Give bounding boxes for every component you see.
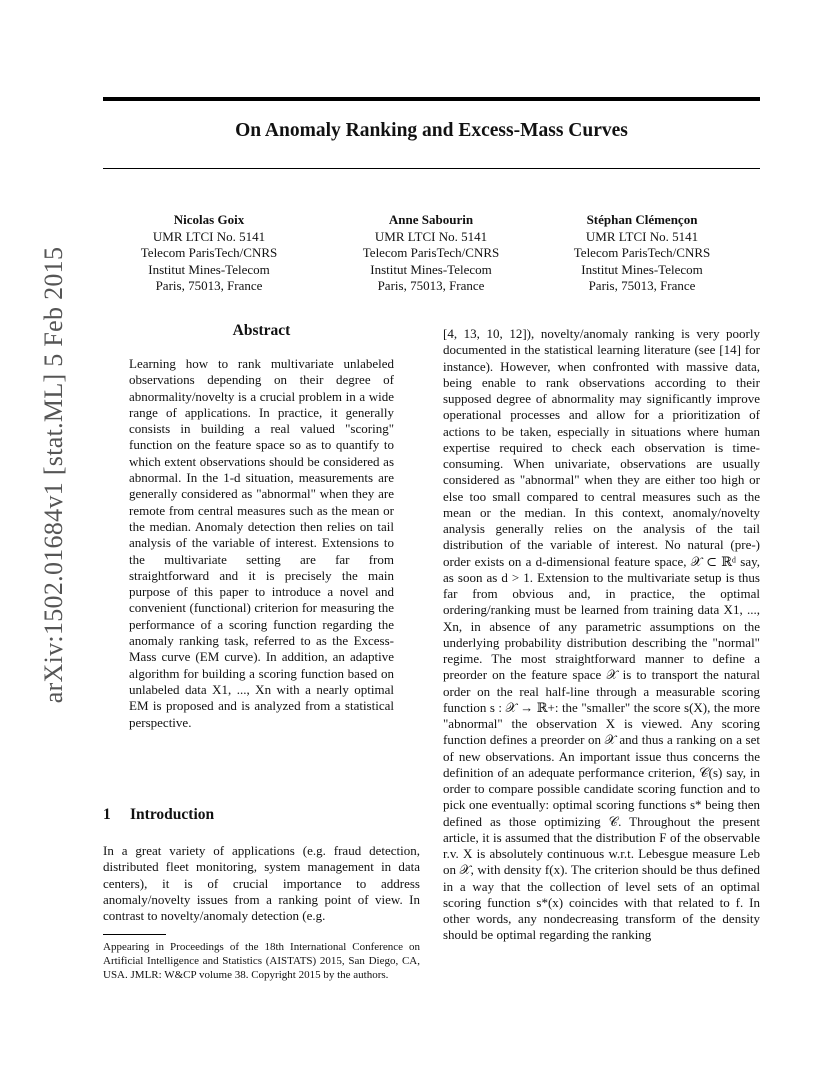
author-institute: Institut Mines-Telecom bbox=[370, 261, 492, 277]
intro-paragraph-left: In a great variety of applications (e.g. fraud detection, distributed fleet monitoring, system management in data centers), it is of crucial importance to address anomaly/novelty issues from a ranking point of view. In contrast to novelty/anomaly detection (e.g. bbox=[103, 843, 420, 924]
section-title: Introduction bbox=[130, 806, 215, 823]
author-city: Paris, 75013, France bbox=[155, 278, 263, 293]
author-1 bbox=[104, 212, 314, 295]
author-institute: Institut Mines-Telecom bbox=[148, 261, 270, 277]
section-heading-introduction bbox=[103, 806, 214, 824]
arxiv-identifier: arXiv:1502.01684v1 [stat.ML] 5 Feb 2015 bbox=[39, 246, 68, 704]
author-name: Stéphan Clémençon bbox=[586, 212, 698, 227]
section-number: 1 bbox=[103, 806, 111, 823]
author-lab: UMR LTCI No. 5141 bbox=[374, 228, 488, 244]
paper-title: On Anomaly Ranking and Excess-Mass Curves bbox=[235, 120, 628, 141]
author-name: Nicolas Goix bbox=[173, 212, 245, 227]
footnote: Appearing in Proceedings of the 18th International Conference on Artificial Intelligence and Statistics (AISTATS) 2015, San Diego, CA, USA. JMLR: W&CP volume 38. Copyright 2015 by the authors. bbox=[103, 941, 420, 981]
author-org: Telecom ParisTech/CNRS bbox=[573, 245, 711, 260]
author-name: Anne Sabourin bbox=[388, 212, 474, 227]
author-3 bbox=[537, 212, 747, 295]
author-org: Telecom ParisTech/CNRS bbox=[362, 245, 500, 260]
footnote-rule bbox=[103, 934, 166, 935]
title-rule-bottom bbox=[103, 168, 760, 169]
left-column bbox=[103, 322, 420, 731]
abstract-heading: Abstract bbox=[232, 322, 291, 339]
abstract-text: Learning how to rank multivariate unlabeled observations depending on their degree of abnormality/novelty is a crucial problem in a wide range of applications. In practice, it generally consists in building a real valued "scoring" function on the feature space so as to quantify to which extent observations should be considered as abnormal. In the 1-d situation, measurements are generally considered as "abnormal" when they are remote from central measures such as the mean or the median. Anomaly detection then relies on tail analysis of the variable of interest. Extensions to the multivariate setting are far from straightforward and it is precisely the main purpose of this paper to introduce a novel and convenient (functional) criterion for measuring the performance of a scoring function regarding the anomaly ranking task, referred to as the Excess-Mass curve (EM curve). In addition, an adaptive algorithm for building a scoring function based on unlabeled data X1, ..., Xn with a nearly optimal EM is proposed and is analyzed from a statistical perspective. bbox=[129, 356, 394, 730]
author-lab: UMR LTCI No. 5141 bbox=[152, 228, 266, 244]
author-institute: Institut Mines-Telecom bbox=[581, 261, 703, 277]
intro-paragraph-right: [4, 13, 10, 12]), novelty/anomaly ranking is very poorly documented in the statistical learning literature (see [14] for instance). However, when confronted with massive data, being enable to rank observations according to their supposed degree of abnormality may significantly improve operational processes and allow for a prioritization of actions to be taken, especially in situations where human expertise required to check each observation is time-consuming. When univariate, observations are usually considered as "abnormal" when they are either too high or else too small compared to central measures such as the mean or the median. In this context, anomaly/novelty analysis generally relies on the analysis of the tail distribution of the variable of interest. No natural (pre-) order exists on a d-dimensional feature space, 𝒳 ⊂ ℝᵈ say, as soon as d > 1. Extension to the multivariate setup is thus far from obvious and, in practice, the optimal ordering/ranking must be learned from training data X1, ..., Xn, in absence of any parametric assumptions on the underlying probability distribution describing the "normal" regime. The most straightforward manner to define a preorder on the feature space 𝒳 is to transport the natural order on the real half-line through a measurable scoring function s : 𝒳 → ℝ+: the "smaller" the score s(X), the more "abnormal" the observation X is viewed. Any scoring function defines a preorder on 𝒳 and thus a ranking on a set of new observations. An important issue thus concerns the definition of an adequate performance criterion, 𝒞(s) say, in order to compare possible candidate scoring function and to pick one eventually: optimal scoring functions s* being then defined as those optimizing 𝒞. Throughout the present article, it is assumed that the distribution F of the observable r.v. X is absolutely continuous w.r.t. Lebesgue measure Leb on 𝒳, with density f(x). The criterion should be thus defined in a way that the collection of level sets of an optimal scoring function s*(x) coincides with that related to f. In other words, any nondecreasing transform of the density should be optimal regarding the ranking bbox=[443, 326, 760, 943]
author-city: Paris, 75013, France bbox=[588, 278, 696, 293]
author-org: Telecom ParisTech/CNRS bbox=[140, 245, 278, 260]
author-lab: UMR LTCI No. 5141 bbox=[585, 228, 699, 244]
author-2 bbox=[326, 212, 536, 295]
title-rule-top bbox=[103, 97, 760, 101]
author-city: Paris, 75013, France bbox=[377, 278, 485, 293]
